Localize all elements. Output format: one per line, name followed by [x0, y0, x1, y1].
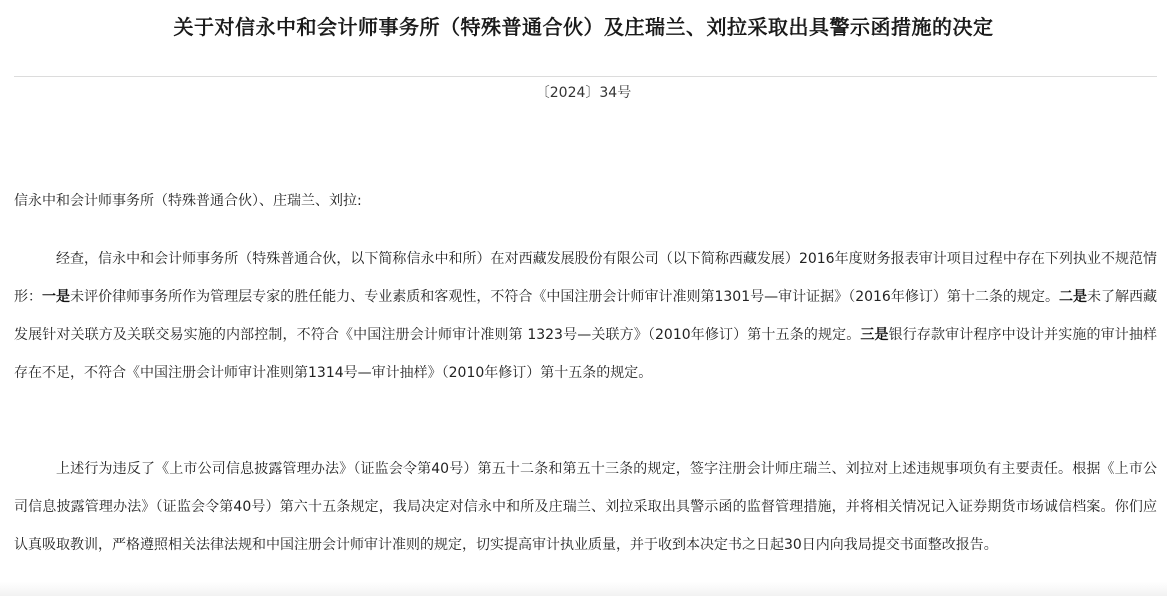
finding-2-label: 二是 — [1058, 289, 1087, 305]
finding-3-label: 三是 — [860, 327, 889, 343]
finding-1-text: 未评价律师事务所作为管理层专家的胜任能力、专业素质和客观性，不符合《中国注册会计师审计准则第1301号—审计证据》（2016年修订）第十二条的规定。 — [70, 289, 1059, 305]
paragraph-decision: 上述行为违反了《上市公司信息披露管理办法》（证监会令第40号）第五十二条和第五十三条的规定，签字注册会计师庄瑞兰、刘拉对上述违规事项负有主要责任。根据《上市公司信息披露管理办法》（证监会令第40号）第六十五条规定，我局决定对信永中和所及庄瑞兰、刘拉采取出具警示函的监督管理措施，并将相关情况记入证券期货市场诚信档案。你们应认真吸取教训，严格遵照相关法律法规和中国注册会计师审计准则的规定，切实提高审计执业质量，并于收到本决定书之日起30日内向我局提交书面整改报告。 — [14, 461, 1157, 553]
title-divider — [14, 76, 1157, 77]
salutation: 信永中和会计师事务所（特殊普通合伙）、庄瑞兰、刘拉: — [14, 193, 362, 209]
finding-3-text: 银行存款审计程序中设计并实施的审计抽样存在不足，不符合《中国注册会计师审计准则第1314号—审计抽样》（2010年修订）第十五条的规定。 — [14, 327, 1157, 381]
bottom-fade — [0, 582, 1167, 596]
document-title: 关于对信永中和会计师事务所（特殊普通合伙）及庄瑞兰、刘拉采取出具警示函措施的决定 — [173, 15, 994, 39]
finding-1-label: 一是 — [42, 289, 71, 305]
finding-2-text: 未了解西藏发展针对关联方及关联交易实施的内部控制，不符合《中国注册会计师审计准则第 1323号—关联方》（2010年修订）第十五条的规定。 — [14, 289, 1158, 343]
document-number: 〔2024〕34号 — [535, 85, 632, 101]
paragraph-findings-intro: 经查，信永中和会计师事务所（特殊普通合伙，以下简称信永中和所）在对西藏发展股份有限公司（以下简称西藏发展）2016年度财务报表审计项目过程中存在下列执业不规范情形： — [14, 251, 1157, 305]
paragraph-findings — [14, 240, 1157, 392]
